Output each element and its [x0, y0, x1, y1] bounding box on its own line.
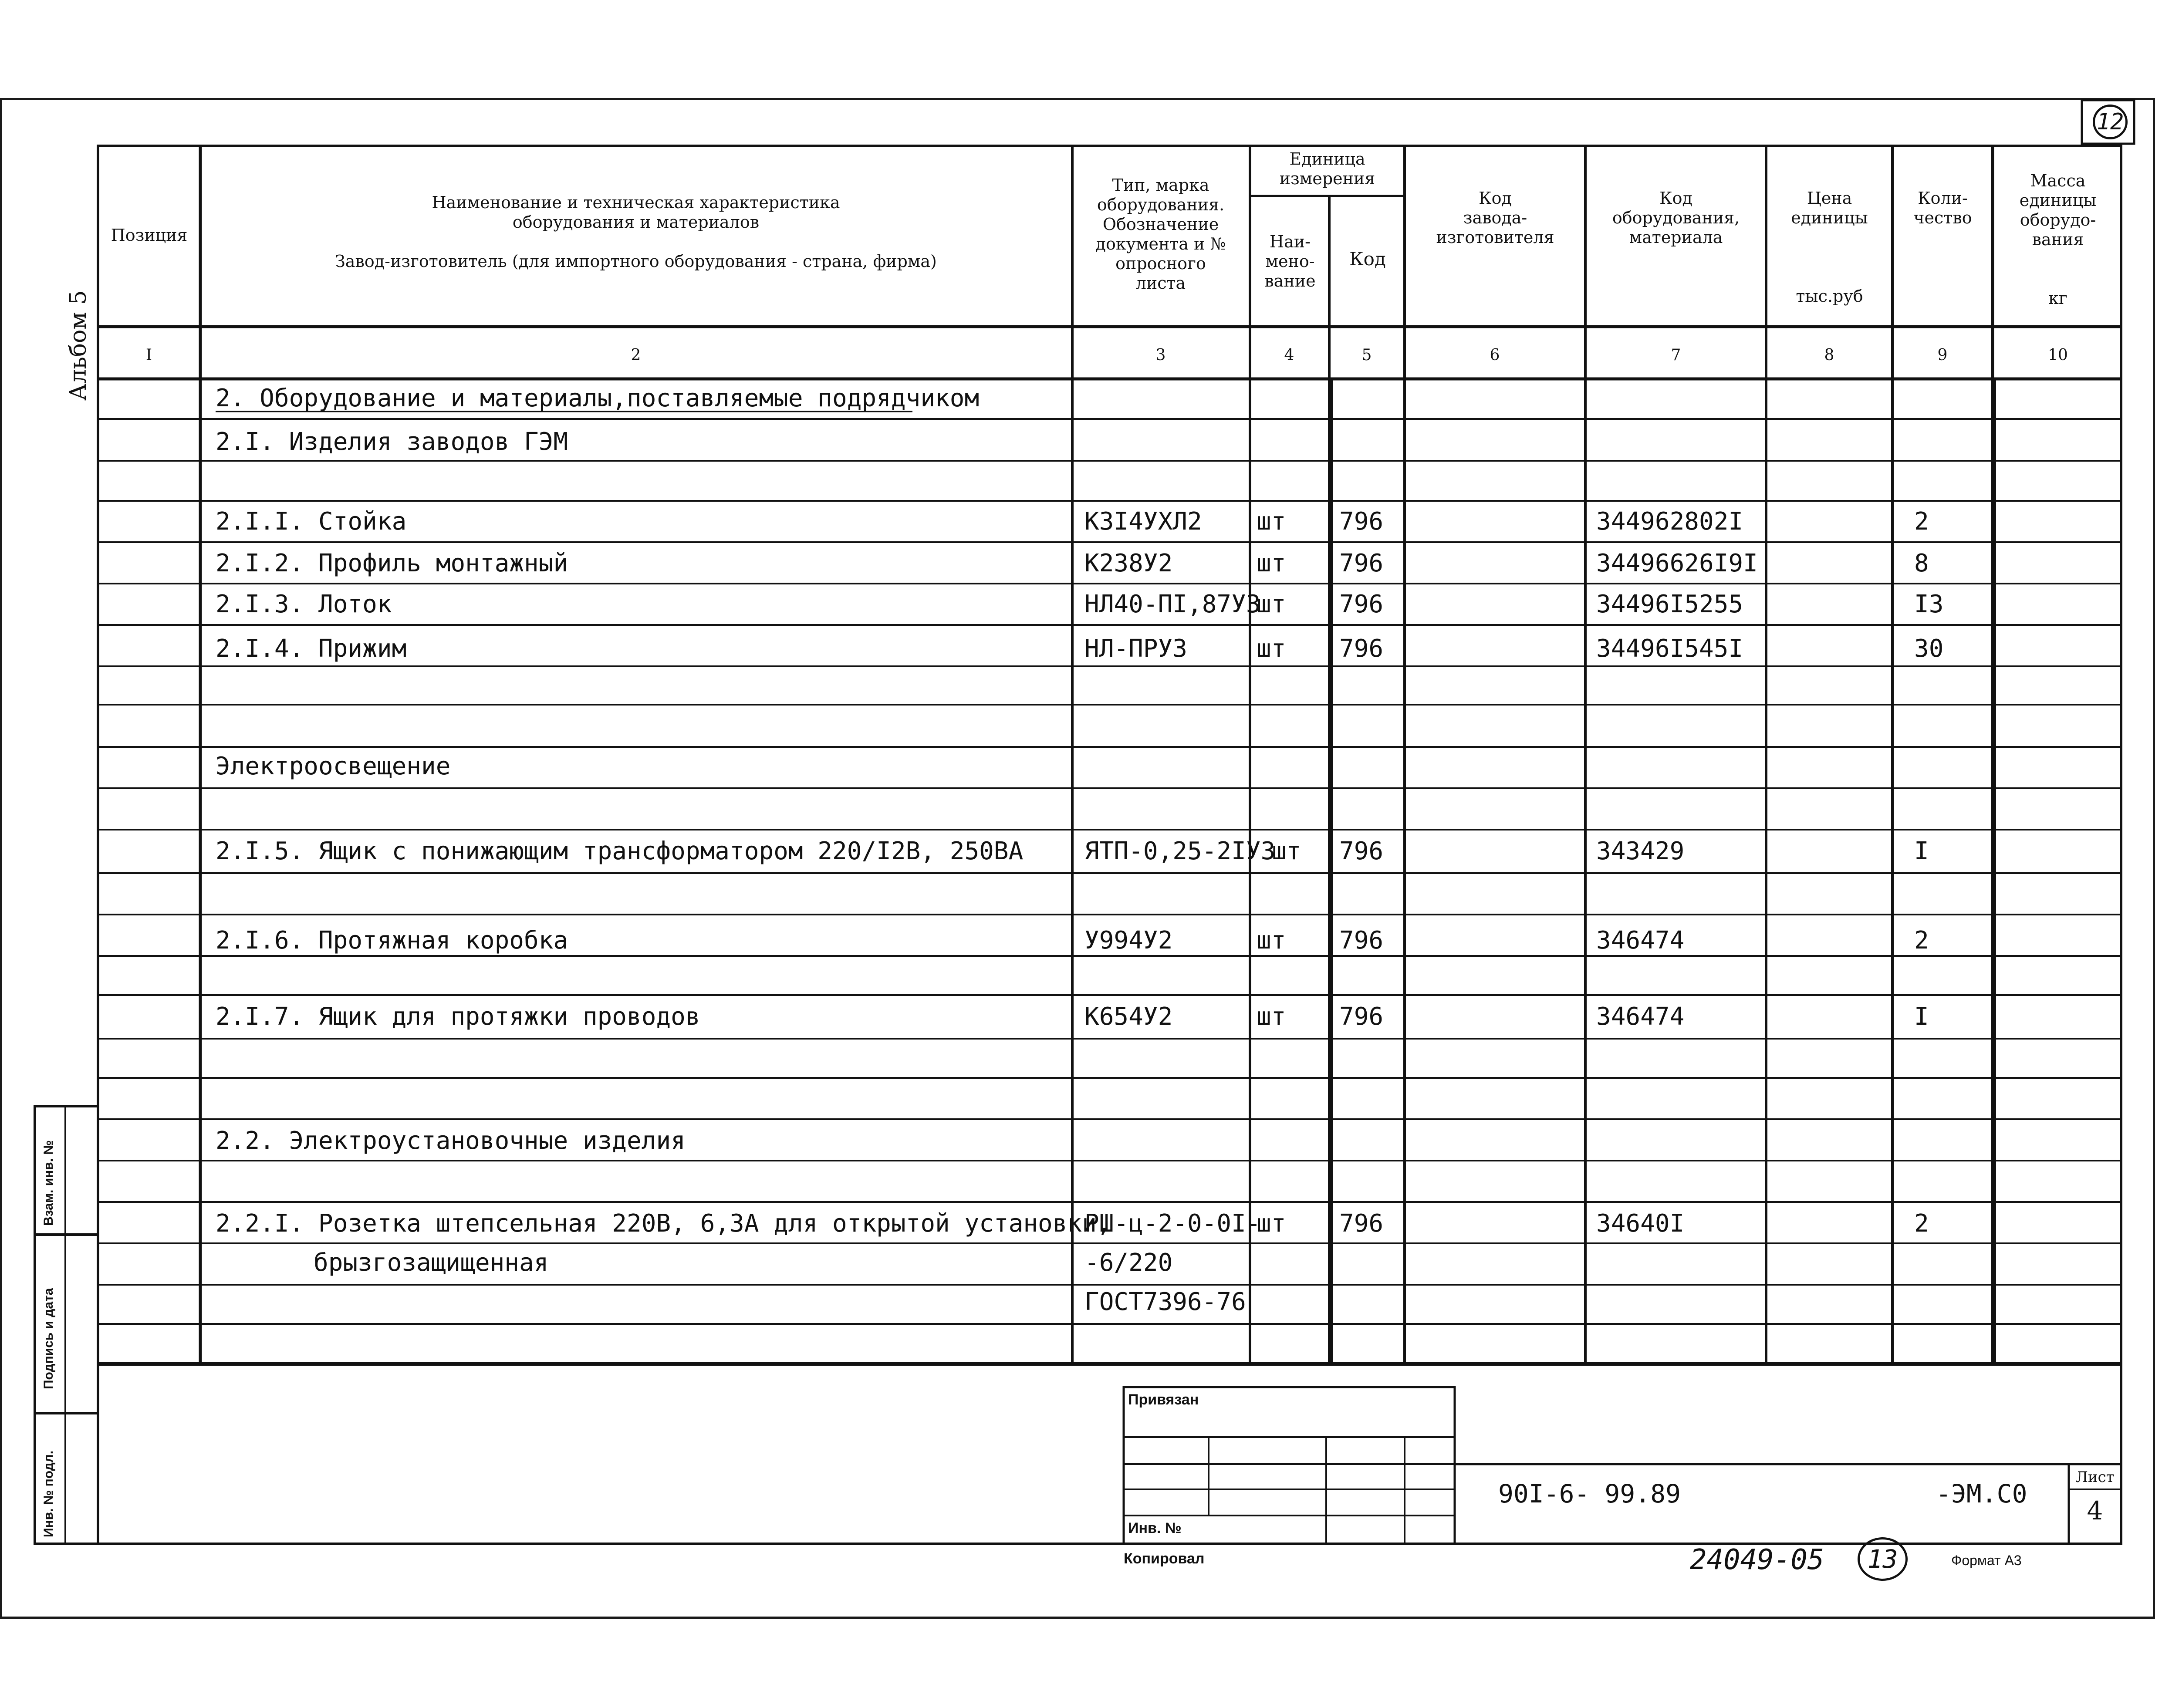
header-unit-name-l2: мено- [1265, 252, 1315, 271]
item-name: 2.I.4. Прижим [216, 635, 407, 663]
item-eq-code: 344962802I [1596, 507, 1743, 536]
column-number: 8 [1824, 346, 1834, 364]
item-qty: 30 [1914, 635, 1944, 663]
header-maker-code-l1: Код [1479, 189, 1512, 208]
vzam-inv-label: Взам. инв. № [41, 1140, 56, 1226]
subsection-title: 2.I. Изделия заводов ГЭМ [216, 428, 568, 456]
item-qty: I [1914, 837, 1929, 865]
privyazan-label: Привязан [1128, 1391, 1199, 1408]
item-type: У994У2 [1084, 926, 1173, 955]
header-position: Позиция [111, 226, 188, 245]
header-type-l6: листа [1135, 273, 1186, 293]
column-number: 9 [1937, 346, 1948, 364]
copied-label: Копировал [1124, 1550, 1205, 1567]
section-title: 2. Оборудование и материалы,поставляемые подрядчиком [216, 384, 980, 412]
signature-date-label: Подпись и дата [41, 1288, 56, 1389]
column-number: I [145, 346, 152, 364]
item-eq-code: 34496626I9I [1596, 549, 1758, 577]
header-mass-l3: оборудо- [2020, 210, 2096, 230]
item-qty: 2 [1914, 926, 1929, 955]
header-type-l1: Тип, марка [1112, 176, 1209, 195]
header-unit-name-l3: вание [1264, 271, 1316, 290]
item-qty: 2 [1914, 1209, 1929, 1238]
header-qty-l1: Коли- [1918, 189, 1968, 208]
header-price-l1: Цена [1807, 189, 1852, 208]
item-unit: шт [1257, 635, 1286, 663]
item-name: 2.I.I. Стойка [216, 507, 407, 536]
section-title: Электроосвещение [216, 752, 451, 780]
header-unit-l2: измерения [1279, 169, 1375, 188]
header-mass-l1: Масса [2030, 171, 2086, 190]
item-type: К3I4УХЛ2 [1084, 507, 1202, 536]
item-unit-code: 796 [1339, 926, 1384, 955]
header-type-l5: опросного [1115, 254, 1206, 273]
item-qty: I3 [1914, 590, 1944, 618]
header-unit-code: Код [1349, 248, 1386, 270]
item-name: 2.I.7. Ящик для протяжки проводов [216, 1003, 700, 1031]
item-name-continued: брызгозащищенная [314, 1249, 549, 1277]
header-name-l2: оборудования и материалов [512, 213, 760, 232]
header-eq-code-l3: материала [1629, 228, 1723, 247]
item-name: 2.I.5. Ящик с понижающим трансформатором 220/I2В, 250ВА [216, 837, 1024, 865]
page-number-badge: 12 [2093, 105, 2128, 139]
item-unit: шт [1272, 837, 1301, 865]
header-qty-l2: чество [1913, 208, 1972, 227]
subsection-title: 2.2. Электроустановочные изделия [216, 1127, 686, 1155]
item-type-continued: -6/220 [1084, 1249, 1173, 1277]
header-maker-code-l3: изготовителя [1436, 228, 1554, 247]
item-unit-code: 796 [1339, 837, 1384, 865]
item-type: К238У2 [1084, 549, 1173, 577]
column-number: 2 [631, 346, 641, 364]
sheet-number: 4 [2087, 1496, 2103, 1526]
item-unit-code: 796 [1339, 635, 1384, 663]
item-qty: I [1914, 1003, 1929, 1031]
column-number: 10 [2048, 346, 2068, 364]
item-qty: 2 [1914, 507, 1929, 536]
column-number: 6 [1490, 346, 1500, 364]
item-qty: 8 [1914, 549, 1929, 577]
header-type-l3: Обозначение [1102, 215, 1219, 234]
header-type-l2: оборудования. [1097, 195, 1225, 214]
item-standard: ГОСТ7396-76 [1084, 1288, 1246, 1316]
header-eq-code-l2: оборудования, [1612, 208, 1740, 227]
item-unit-code: 796 [1339, 1003, 1384, 1031]
header-unit-name-l1: Наи- [1270, 232, 1311, 251]
item-name: 2.I.6. Протяжная коробка [216, 926, 568, 955]
album-label: Альбом 5 [65, 290, 91, 401]
header-price-unit: тыс.руб [1796, 287, 1863, 306]
handwritten-number: 24049-05 [1690, 1544, 1824, 1576]
header-name-l1: Наименование и техническая характеристика [432, 193, 840, 212]
item-eq-code: 343429 [1596, 837, 1685, 865]
header-name-l3: Завод-изготовитель (для импортного оборудования - страна, фирма) [335, 252, 937, 271]
column-number: 4 [1284, 346, 1294, 364]
item-name: 2.I.3. Лоток [216, 590, 392, 618]
item-eq-code: 346474 [1596, 1003, 1685, 1031]
item-unit-code: 796 [1339, 1209, 1384, 1238]
item-unit-code: 796 [1339, 507, 1384, 536]
column-number: 3 [1155, 346, 1166, 364]
item-name: 2.I.2. Профиль монтажный [216, 549, 568, 577]
item-unit: шт [1257, 926, 1286, 955]
header-eq-code-l1: Код [1659, 189, 1692, 208]
item-unit-code: 796 [1339, 590, 1384, 618]
column-number: 7 [1671, 346, 1681, 364]
item-unit: шт [1257, 1209, 1286, 1238]
header-unit-l1: Единица [1289, 149, 1365, 169]
item-unit: шт [1257, 1003, 1286, 1031]
item-unit: шт [1257, 549, 1286, 577]
document-code: 90I-6- 99.89 [1498, 1479, 1681, 1509]
item-eq-code: 34496I545I [1596, 635, 1743, 663]
header-mass-l2: единицы [2019, 191, 2097, 210]
header-type-l4: документа и № [1095, 234, 1226, 253]
header-mass-unit: кг [2048, 289, 2067, 308]
format-label: Формат А3 [1951, 1553, 2022, 1568]
item-type: РШ-ц-2-0-0I- [1084, 1209, 1261, 1238]
item-eq-code: 34496I5255 [1596, 590, 1743, 618]
document-suffix: -ЭМ.С0 [1936, 1479, 2027, 1509]
sheet-label: Лист [2075, 1468, 2115, 1486]
inv-podl-label: Инв. № подл. [41, 1450, 56, 1537]
item-eq-code: 346474 [1596, 926, 1685, 955]
circled-number: 13 [1858, 1537, 1908, 1581]
item-unit-code: 796 [1339, 549, 1384, 577]
header-mass-l4: вания [2032, 230, 2084, 249]
item-type: НЛ40-ПI,87У3 [1084, 590, 1261, 618]
item-name: 2.2.I. Розетка штепсельная 220В, 6,3А для открытой установки, [216, 1209, 1111, 1238]
item-unit: шт [1257, 590, 1286, 618]
header-maker-code-l2: завода- [1463, 208, 1527, 227]
item-type: К654У2 [1084, 1003, 1173, 1031]
item-type: ЯТП-0,25-2IУ3 [1084, 837, 1276, 865]
item-type: НЛ-ПРУ3 [1084, 635, 1188, 663]
header-price-l2: единицы [1791, 208, 1868, 227]
item-eq-code: 34640I [1596, 1209, 1685, 1238]
column-number: 5 [1361, 346, 1372, 364]
inv-no-label: Инв. № [1128, 1520, 1182, 1536]
item-unit: шт [1257, 507, 1286, 536]
